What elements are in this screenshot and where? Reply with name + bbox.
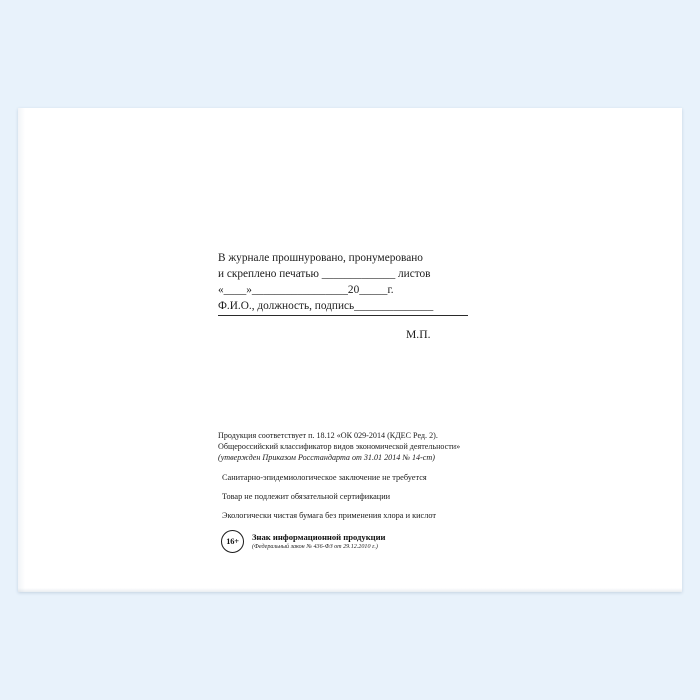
spine-shading	[18, 108, 25, 592]
stitching-line-2: и скреплено печатью _____________ листов	[218, 268, 431, 281]
document-back-cover	[18, 108, 682, 592]
classifier-line-3: (утвержден Приказом Росстандарта от 31.01 2014 № 14-ст)	[218, 453, 435, 463]
sanitary-statement: Санитарно-эпидемиологическое заключение не требуется	[222, 473, 427, 483]
certification-statement: Товар не подлежит обязательной сертификации	[222, 492, 391, 502]
information-mark-text	[252, 532, 386, 551]
stitching-line-1: В журнале прошнуровано, пронумеровано	[218, 252, 423, 264]
legal-notes-block	[218, 430, 518, 520]
stitching-date-line: «____»_________________20_____г.	[218, 284, 394, 297]
classifier-line-1: Продукция соответствует п. 18.12 «ОК 029-2014 (КДЕС Ред. 2).	[218, 431, 438, 440]
age-rating-icon: 16+	[221, 530, 244, 553]
signature-underline	[218, 315, 468, 316]
seal-place-label: М.П.	[406, 328, 431, 341]
eco-paper-statement: Экологически чистая бумага без применения хлора и кислот	[222, 511, 437, 521]
stitching-signature-line: Ф.И.О., должность, подпись______________	[218, 300, 434, 313]
information-product-mark	[221, 530, 386, 553]
information-mark-title: Знак информационной продукции	[252, 532, 386, 543]
stitching-certification-block	[218, 250, 498, 316]
information-mark-subtitle: (Федеральный закон № 436-ФЗ от 29.12.2010 г.)	[252, 543, 378, 550]
bottom-edge-shading	[18, 588, 682, 592]
classifier-line-2: Общероссийский классификатор видов экономической деятельности»	[218, 442, 461, 452]
